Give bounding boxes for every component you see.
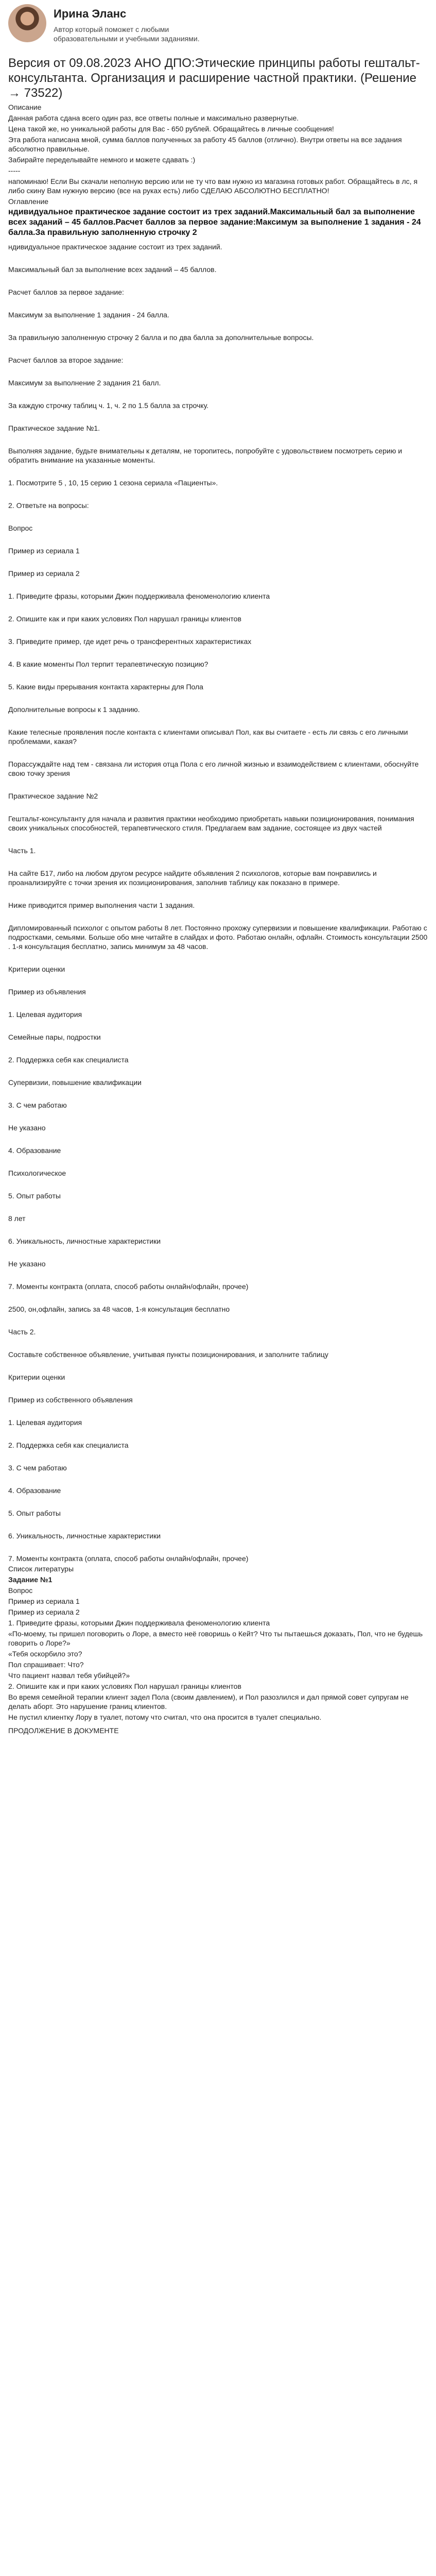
- paragraph-gap: [8, 510, 428, 523]
- paragraph-gap: [8, 855, 428, 869]
- body-paragraph: Критерии оценки: [8, 965, 65, 973]
- paragraph-gap: [8, 1200, 428, 1214]
- body-paragraph: 6. Уникальность, личностные характеристики: [8, 1237, 161, 1245]
- description-line: Цена такой же, но уникальной работы для Вас - 650 рублей. Обращайтесь в личные сообщения!: [8, 125, 334, 133]
- body-paragraph: 1. Посмотрите 5 , 10, 15 серию 1 сезона сериала «Пациенты».: [8, 479, 218, 487]
- literature-line: Пример из сериала 1: [8, 1597, 80, 1605]
- body-paragraph: 2500, он,офлайн, запись за 48 часов, 1-я консультация бесплатно: [8, 1305, 230, 1313]
- paragraph-gap: [8, 951, 428, 964]
- paragraph-gap: [8, 578, 428, 591]
- body-paragraph: Психологическое: [8, 1169, 66, 1177]
- literature-line: 1. Приведите фразы, которыми Джин поддерживала феноменологию клиента: [8, 1619, 270, 1627]
- body-paragraph: Супервизии, повышение квалификации: [8, 1078, 142, 1087]
- body-paragraph: Практическое задание №1.: [8, 424, 100, 432]
- body-paragraph: 1. Целевая аудитория: [8, 1010, 82, 1019]
- paragraph-gap: [8, 1404, 428, 1418]
- body-paragraph: Порассуждайте над тем - связана ли история отца Пола с его личной жизнью и взаимодействием с клиентами, обоснуйте свою точку зрения: [8, 760, 419, 777]
- body-paragraph: 4. Образование: [8, 1146, 61, 1155]
- toc-label: Оглавление: [8, 197, 49, 206]
- body-paragraph: 3. С чем работаю: [8, 1101, 67, 1109]
- body-paragraph: Вопрос: [8, 524, 33, 532]
- paragraph-gap: [8, 465, 428, 478]
- literature-line: Во время семейной терапии клиент задел Пола (своим давлением), и Пол разозлился и дал прямой совет супругам не делать аборт. Это нарушение границ клиентов.: [8, 1693, 409, 1710]
- literature-line: Пример из сериала 2: [8, 1608, 80, 1616]
- paragraph-gap: [8, 1019, 428, 1032]
- description-line: Эта работа написана мной, сумма баллов полученных за работу 45 баллов (отлично). Внутри ответы на все задания абсолютно правильные.: [8, 135, 402, 153]
- paragraph-gap: [8, 1042, 428, 1055]
- body-paragraph: Какие телесные проявления после контакта с клиентами описывал Пол, как вы считаете - есть ли связь с его личными проблемами, какая?: [8, 728, 408, 745]
- body-paragraph: Ниже приводится пример выполнения части 1 задания.: [8, 901, 195, 909]
- paragraph-gap: [8, 1495, 428, 1509]
- paragraph-gap: [8, 1268, 428, 1282]
- literature-label: Список литературы: [8, 1565, 74, 1573]
- body-paragraph: 8 лет: [8, 1214, 26, 1223]
- paragraph-gap: [8, 646, 428, 659]
- body-paragraph: Пример из объявления: [8, 988, 86, 996]
- body-paragraph: Гештальт-консультанту для начала и развития практики необходимо приобретать навыки позиционирования, понимания своих уникальных способностей, терапевтического стиля. Предлагаем вам задание, состоящее из двух частей: [8, 815, 414, 832]
- body-paragraph: Дополнительные вопросы к 1 заданию.: [8, 705, 140, 714]
- description-line: Забирайте переделывайте немного и можете сдавать :): [8, 156, 196, 164]
- body-paragraph: ндивидуальное практическое задание состоит из трех заданий.: [8, 243, 222, 251]
- body-paragraph: Часть 1.: [8, 846, 36, 855]
- body-paragraph: 5. Какие виды прерывания контакта характерны для Пола: [8, 683, 203, 691]
- body-paragraph: 2. Ответьте на вопросы:: [8, 501, 89, 510]
- body-paragraph: Не указано: [8, 1260, 46, 1268]
- description-line: напоминаю! Если Вы скачали неполную версию или не ту что вам нужно из магазина готовых работ. Обращайтесь в лс, я либо скину Вам нужную версию (все на руках есть) либо СДЕЛАЮ АБСОЛЮТНО БЕСПЛАТНО!: [8, 177, 418, 195]
- paragraph-gap: [8, 1518, 428, 1531]
- paragraph-gap: [8, 910, 428, 923]
- description-label: Описание: [8, 103, 42, 111]
- literature-list: [8, 1575, 428, 1722]
- paragraph-gap: [8, 746, 428, 759]
- paragraph-gap: [8, 1110, 428, 1123]
- paragraph-gap: [8, 801, 428, 814]
- paragraph-gap: [8, 669, 428, 682]
- paragraph-gap: [8, 533, 428, 546]
- document-title: Версия от 09.08.2023 АНО ДПО:Этические принципы работы гештальт-консультанта. Организация и расширение частной практики. (Решение → 73522): [8, 56, 420, 100]
- paragraph-gap: [8, 714, 428, 727]
- author-avatar[interactable]: [8, 4, 46, 42]
- paragraph-gap: [8, 601, 428, 614]
- paragraph-gap: [8, 1178, 428, 1191]
- literature-line: Вопрос: [8, 1586, 33, 1595]
- paragraph-gap: [8, 251, 428, 265]
- paragraph-gap: [8, 1155, 428, 1168]
- paragraph-gap: [8, 1450, 428, 1463]
- paragraph-gap: [8, 1427, 428, 1440]
- document-body: [8, 242, 428, 1563]
- body-paragraph: 3. С чем работаю: [8, 1464, 67, 1472]
- body-paragraph: Расчет баллов за первое задание:: [8, 288, 124, 296]
- body-paragraph: Выполняя задание, будьте внимательны к деталям, не торопитесь, попробуйте с удовольствием посмотреть серию и обратить внимание на указанные моменты.: [8, 447, 403, 464]
- author-info: [54, 4, 223, 43]
- author-name[interactable]: Ирина Эланс: [54, 7, 127, 20]
- description-line: Данная работа сдана всего один раз, все ответы полные и максимально развернутые.: [8, 114, 299, 122]
- body-paragraph: 2. Поддержка себя как специалиста: [8, 1441, 129, 1449]
- body-paragraph: За каждую строчку таблиц ч. 1, ч. 2 по 1.5 балла за строчку.: [8, 401, 209, 410]
- paragraph-gap: [8, 1087, 428, 1100]
- body-paragraph: Максимум за выполнение 2 задания 21 балл.: [8, 379, 161, 387]
- paragraph-gap: [8, 1291, 428, 1304]
- paragraph-gap: [8, 1540, 428, 1554]
- paragraph-gap: [8, 1223, 428, 1236]
- description: [8, 113, 428, 195]
- continue-in-document: ПРОДОЛЖЕНИЕ В ДОКУМЕНТЕ: [8, 1726, 119, 1735]
- paragraph-gap: [8, 297, 428, 310]
- toc-summary: ндивидуальное практическое задание состоит из трех заданий.Максимальный бал за выполнение всех заданий – 45 баллов.Расчет баллов за первое задание:Максимум за выполнение 1 задания - 24 балла.За правильную заполненную строчку 2: [8, 208, 421, 237]
- body-paragraph: Не указано: [8, 1124, 46, 1132]
- paragraph-gap: [8, 387, 428, 401]
- paragraph-gap: [8, 487, 428, 501]
- paragraph-gap: [8, 887, 428, 901]
- body-paragraph: 5. Опыт работы: [8, 1509, 61, 1517]
- author-card: [8, 0, 428, 54]
- body-paragraph: Максимум за выполнение 1 задания - 24 балла.: [8, 311, 169, 319]
- body-paragraph: Критерии оценки: [8, 1373, 65, 1381]
- body-paragraph: 6. Уникальность, личностные характеристики: [8, 1532, 161, 1540]
- body-paragraph: 4. В какие моменты Пол терпит терапевтическую позицию?: [8, 660, 208, 668]
- paragraph-gap: [8, 555, 428, 569]
- literature-line: Пол спрашивает: Что?: [8, 1660, 84, 1669]
- body-paragraph: 7. Моменты контракта (оплата, способ работы онлайн/офлайн, прочее): [8, 1554, 249, 1563]
- body-paragraph: Расчет баллов за второе задание:: [8, 356, 124, 364]
- literature-line: 2. Опишите как и при каких условиях Пол нарушал границы клиентов: [8, 1682, 241, 1690]
- author-bio: Автор который поможет с любыми образовательными и учебными заданиями.: [54, 25, 200, 43]
- body-paragraph: Практическое задание №2: [8, 792, 98, 800]
- paragraph-gap: [8, 433, 428, 446]
- description-line: -----: [8, 166, 21, 175]
- body-paragraph: 7. Моменты контракта (оплата, способ работы онлайн/офлайн, прочее): [8, 1282, 249, 1291]
- body-paragraph: Максимальный бал за выполнение всех заданий – 45 баллов.: [8, 265, 217, 274]
- paragraph-gap: [8, 996, 428, 1010]
- body-paragraph: Пример из сериала 2: [8, 569, 80, 578]
- paragraph-gap: [8, 1382, 428, 1395]
- paragraph-gap: [8, 974, 428, 987]
- body-paragraph: 2. Поддержка себя как специалиста: [8, 1056, 129, 1064]
- paragraph-gap: [8, 365, 428, 378]
- paragraph-gap: [8, 1064, 428, 1078]
- paragraph-gap: [8, 1132, 428, 1146]
- paragraph-gap: [8, 274, 428, 287]
- body-paragraph: 1. Целевая аудитория: [8, 1418, 82, 1427]
- body-paragraph: Дипломированный психолог с опытом работы 8 лет. Постоянно прохожу супервизии и повышение квалификации. Работаю с подростками, семьями. Больше обо мне читайте в слайдах и фото. Работаю онлайн, офлайн. Стоимость консультации 2500 . 1-я консультация бесплатно, запись минимум за 48 часов.: [8, 924, 428, 951]
- body-paragraph: 5. Опыт работы: [8, 1192, 61, 1200]
- body-paragraph: 3. Приведите пример, где идет речь о трансферентных характеристиках: [8, 637, 252, 646]
- paragraph-gap: [8, 833, 428, 846]
- paragraph-gap: [8, 623, 428, 637]
- body-paragraph: 1. Приведите фразы, которыми Джин поддерживала феноменологию клиента: [8, 592, 270, 600]
- paragraph-gap: [8, 691, 428, 705]
- paragraph-gap: [8, 342, 428, 355]
- literature-line: Не пустил клиентку Лору в туалет, потому что считал, что она просится в туалет специально.: [8, 1713, 322, 1721]
- body-paragraph: Составьте собственное объявление, учитывая пункты позиционирования, и заполните таблицу: [8, 1350, 328, 1359]
- paragraph-gap: [8, 410, 428, 423]
- paragraph-gap: [8, 1359, 428, 1372]
- paragraph-gap: [8, 1314, 428, 1327]
- body-paragraph: Пример из сериала 1: [8, 547, 80, 555]
- paragraph-gap: [8, 1246, 428, 1259]
- paragraph-gap: [8, 778, 428, 791]
- literature-line: «Тебя оскорбило это?: [8, 1650, 82, 1658]
- body-paragraph: Семейные пары, подростки: [8, 1033, 101, 1041]
- body-paragraph: На сайте Б17, либо на любом другом ресурсе найдите объявления 2 психологов, которые вам понравились и проанализируйте с точки зрения их позиционирования, заполнив таблицу как показано в примере.: [8, 869, 377, 887]
- literature-line: Что пациент назвал тебя убийцей?»: [8, 1671, 130, 1680]
- paragraph-gap: [8, 319, 428, 333]
- body-paragraph: За правильную заполненную строчку 2 балла и по два балла за дополнительные вопросы.: [8, 333, 314, 342]
- literature-line: «По-моему, ты пришел поговорить о Лоре, а вместо неё говоришь о Кейт? Что ты пытаешься доказать, Пол, что не будешь говорить о Лоре?»: [8, 1630, 423, 1647]
- body-paragraph: 4. Образование: [8, 1486, 61, 1495]
- body-paragraph: Часть 2.: [8, 1328, 36, 1336]
- literature-line: Задание №1: [8, 1575, 53, 1584]
- paragraph-gap: [8, 1472, 428, 1486]
- body-paragraph: 2. Опишите как и при каких условиях Пол нарушал границы клиентов: [8, 615, 241, 623]
- paragraph-gap: [8, 1336, 428, 1350]
- body-paragraph: Пример из собственного объявления: [8, 1396, 133, 1404]
